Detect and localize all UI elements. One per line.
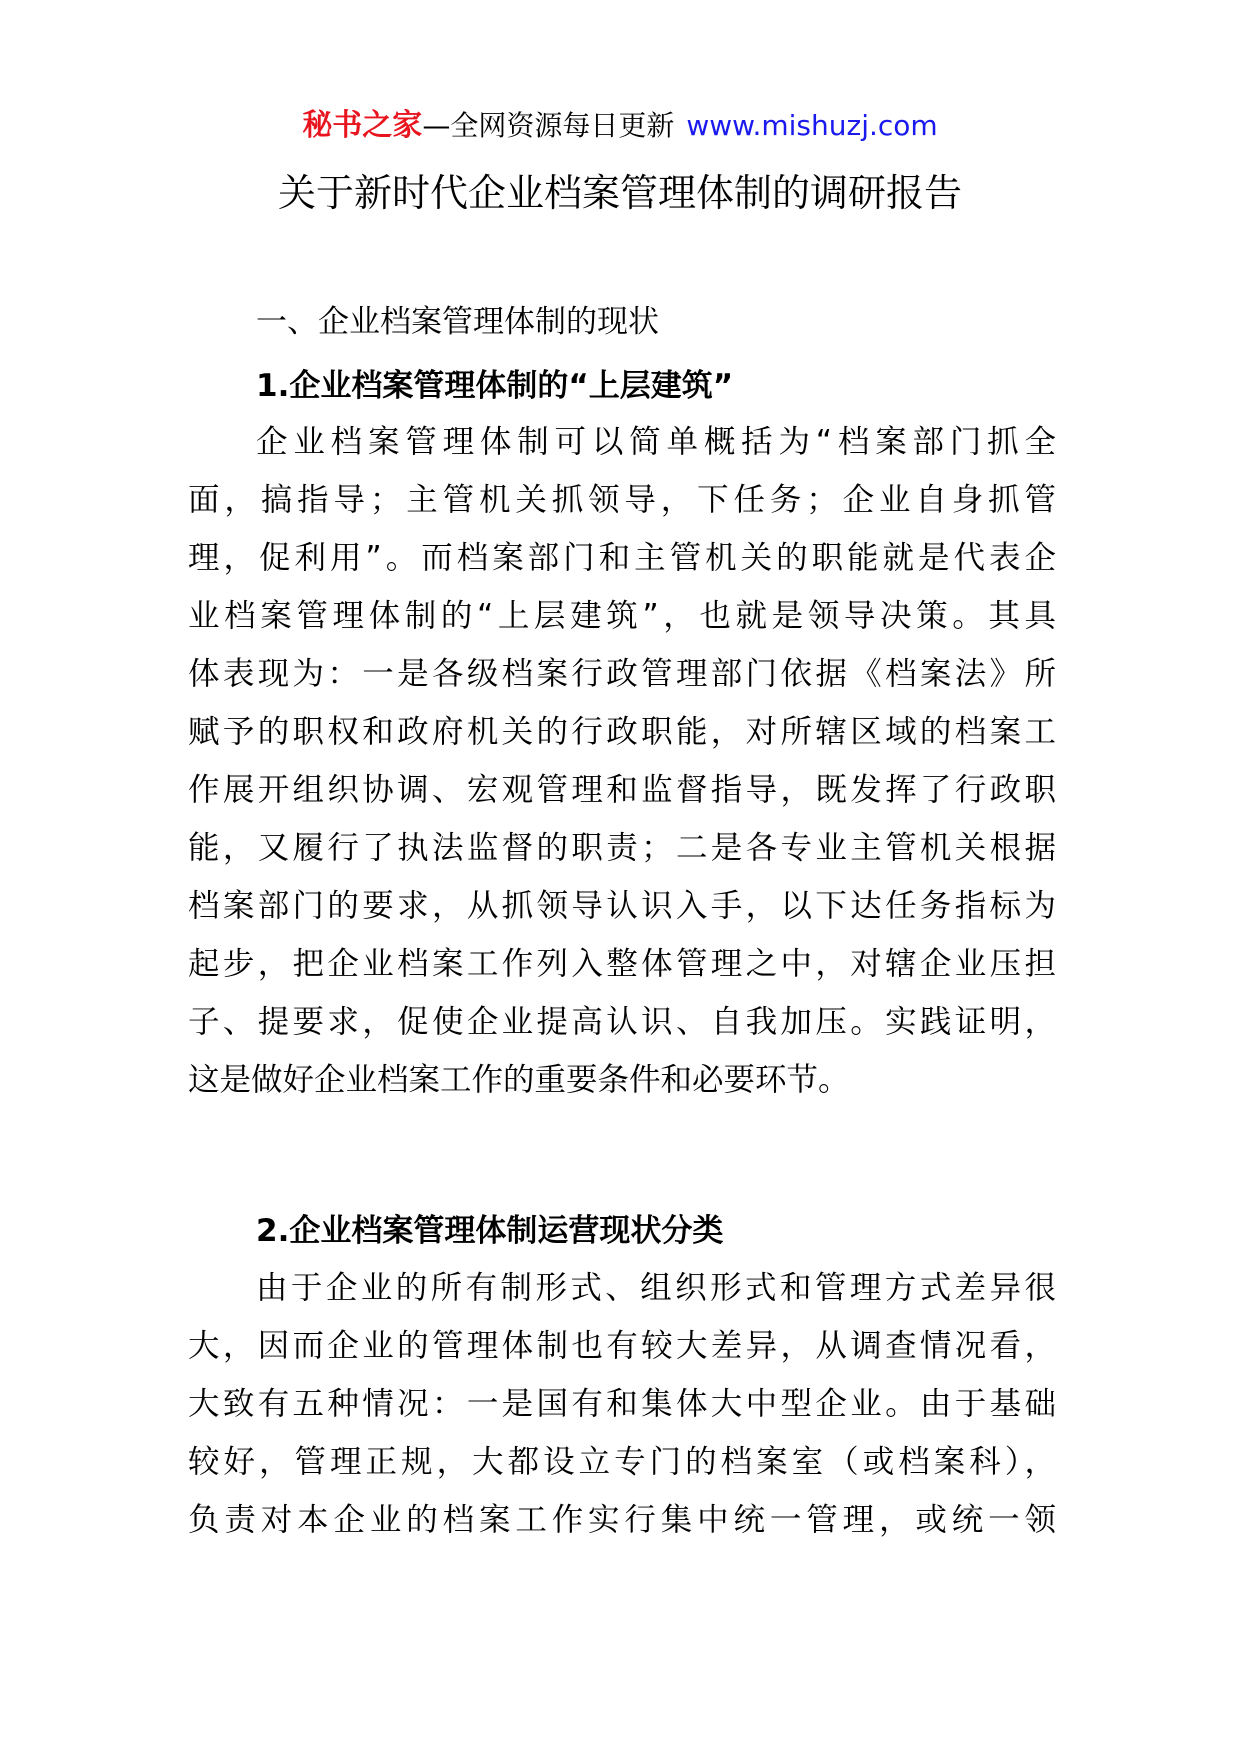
paragraph-line: 大致有五种情况：一是国有和集体大中型企业。由于基础: [188, 1386, 1056, 1422]
paragraph-line: 业档案管理体制的“上层建筑”，也就是领导决策。其具: [188, 598, 1056, 634]
paragraph-line: 理，促利用”。而档案部门和主管机关的职能就是代表企: [188, 540, 1056, 576]
site-banner: [0, 106, 1240, 146]
brand-name: 秘书之家: [302, 108, 423, 143]
paragraph-line: 这是做好企业档案工作的重要条件和必要环节。: [188, 1062, 850, 1098]
paragraph-line: 赋予的职权和政府机关的行政职能，对所辖区域的档案工: [188, 714, 1056, 750]
site-url-link[interactable]: www.mishuzj.com: [686, 109, 938, 142]
paragraph-line: 能，又履行了执法监督的职责；二是各专业主管机关根据: [188, 830, 1056, 866]
section-heading: 一、企业档案管理体制的现状: [256, 304, 659, 340]
document-title: 关于新时代企业档案管理体制的调研报告: [277, 171, 962, 215]
paragraph-line: 由于企业的所有制形式、组织形式和管理方式差异很: [256, 1270, 1056, 1306]
paragraph-line: 体表现为：一是各级档案行政管理部门依据《档案法》所: [188, 656, 1056, 692]
subsection-heading-1: 1.企业档案管理体制的“上层建筑”: [256, 368, 734, 404]
paragraph-line: 作展开组织协调、宏观管理和监督指导，既发挥了行政职: [188, 772, 1056, 808]
paragraph-line: 较好，管理正规，大都设立专门的档案室（或档案科），: [188, 1444, 1056, 1480]
paragraph-line: 企业档案管理体制可以简单概括为“档案部门抓全: [256, 424, 1056, 460]
paragraph-line: 大，因而企业的管理体制也有较大差异，从调查情况看，: [188, 1328, 1056, 1364]
banner-slogan: —全网资源每日更新: [422, 109, 675, 142]
paragraph-line: 起步，把企业档案工作列入整体管理之中，对辖企业压担: [188, 946, 1056, 982]
paragraph-line: 档案部门的要求，从抓领导认识入手，以下达任务指标为: [188, 888, 1056, 924]
paragraph-line: 子、提要求，促使企业提高认识、自我加压。实践证明，: [188, 1004, 1056, 1040]
paragraph-line: 负责对本企业的档案工作实行集中统一管理，或统一领: [188, 1502, 1056, 1538]
paragraph-line: 面，搞指导；主管机关抓领导，下任务；企业自身抓管: [188, 482, 1056, 518]
subsection-heading-2: 2.企业档案管理体制运营现状分类: [256, 1213, 724, 1249]
